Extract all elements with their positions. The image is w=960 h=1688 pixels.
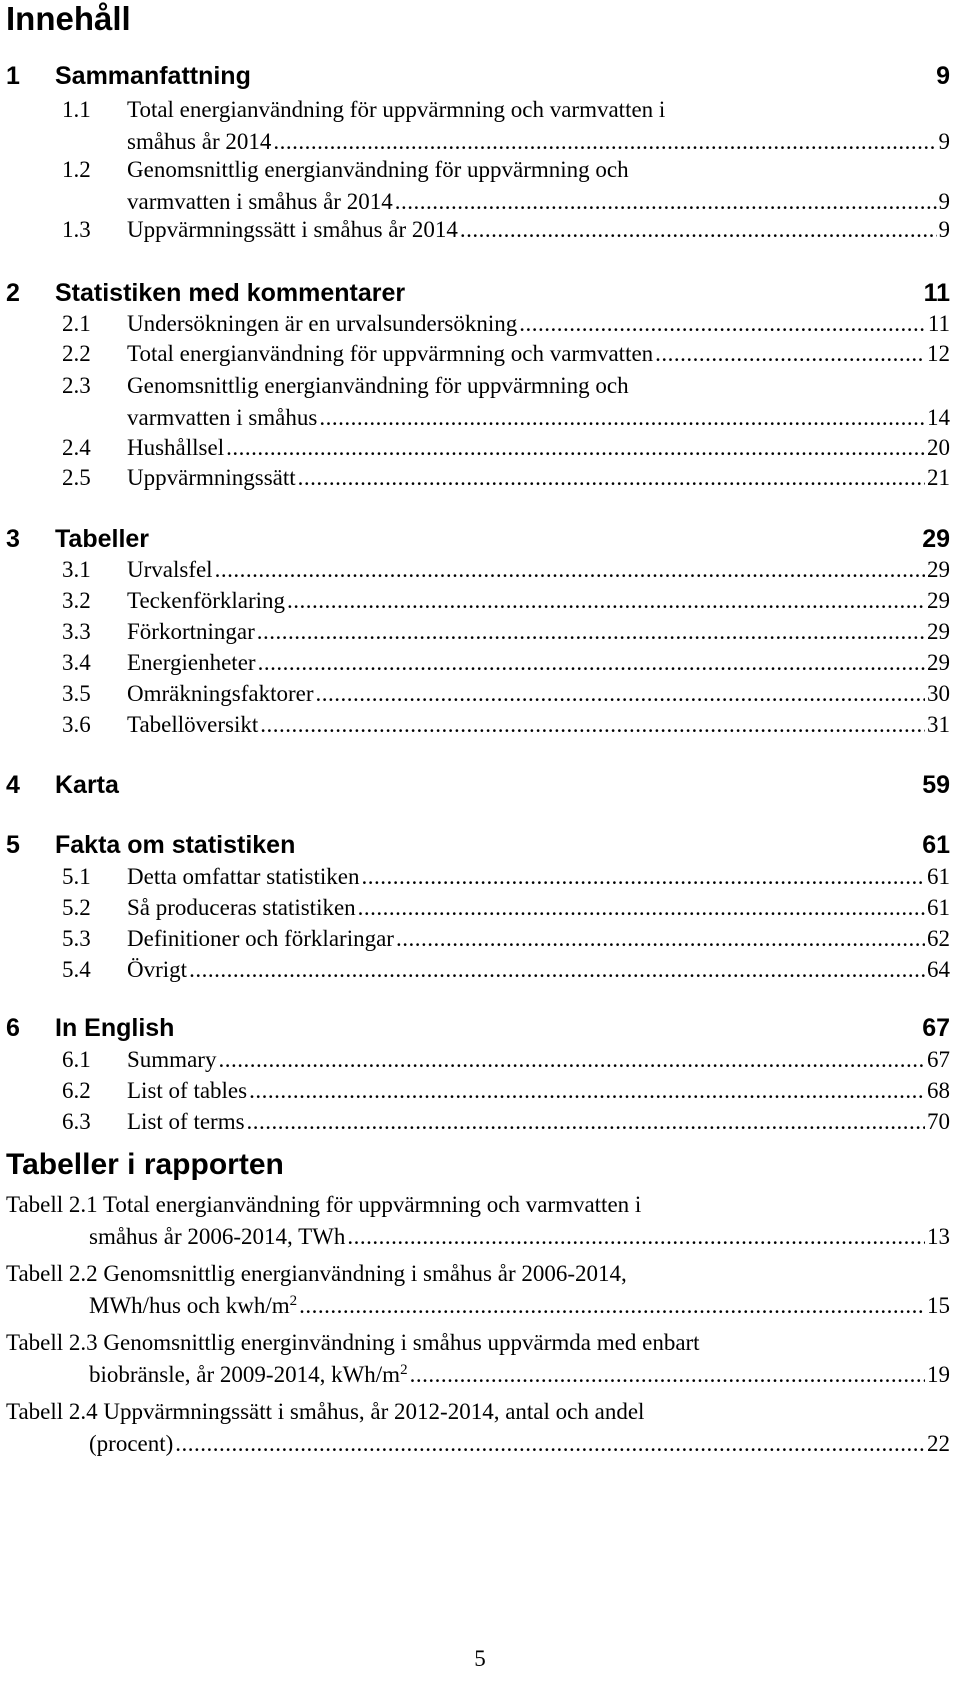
dot-leader: [175, 1428, 925, 1460]
table-title: biobränsle, år 2009-2014, kWh/$m^2$: [89, 1362, 408, 1387]
toc-section[interactable]: [62, 338, 950, 370]
section-number: 3.2: [62, 588, 91, 613]
toc-section[interactable]: [62, 1106, 950, 1138]
toc-chapter[interactable]: [6, 524, 950, 554]
section-page: 29: [927, 588, 950, 613]
section-title-line1: Total energianvändning för uppvärmning och varmvatten i: [127, 97, 666, 122]
chapter-title: Sammanfattning: [55, 62, 251, 90]
section-title: Undersökningen är en urvalsundersökning: [127, 311, 518, 336]
chapter-page: 59: [922, 771, 950, 799]
toc-section[interactable]: [62, 154, 950, 218]
section-title: Förkortningar: [127, 619, 255, 644]
section-number: 3.6: [62, 712, 91, 737]
chapter-page: 11: [923, 279, 950, 307]
section-number: 5.1: [62, 864, 91, 889]
toc-section[interactable]: [62, 94, 950, 158]
toc-section[interactable]: [62, 308, 950, 340]
page-number: 5: [474, 1646, 486, 1671]
toc-chapter[interactable]: [6, 830, 950, 860]
dot-leader: [247, 1106, 925, 1138]
table-page: 19: [927, 1362, 950, 1387]
chapter-page: 61: [922, 831, 950, 859]
section-page: 9: [938, 189, 950, 214]
section-number: 1.3: [62, 217, 91, 242]
table-entry[interactable]: [6, 1189, 950, 1253]
section-title: Tabellöversikt: [127, 712, 259, 737]
section-number: 6.1: [62, 1047, 91, 1072]
section-number: 2.4: [62, 435, 91, 460]
chapter-number: 4: [6, 771, 20, 799]
section-page: 14: [927, 405, 950, 430]
section-page: 9: [938, 129, 950, 154]
chapter-page: 67: [922, 1014, 950, 1042]
section-number: 3.1: [62, 557, 91, 582]
section-page: 9: [938, 217, 950, 242]
toc-section[interactable]: [62, 709, 950, 741]
table-title-line1: Uppvärmningssätt i småhus, år 2012-2014, antal och andel: [103, 1399, 645, 1424]
dot-leader: [358, 892, 925, 924]
dot-leader: [215, 554, 925, 586]
table-title-line1: Total energianvändning för uppvärmning och varmvatten i: [102, 1192, 642, 1217]
toc-section[interactable]: [62, 678, 950, 710]
section-page: 61: [927, 895, 950, 920]
section-page: 29: [927, 650, 950, 675]
dot-leader: [319, 402, 925, 434]
toc-section[interactable]: [62, 954, 950, 986]
table-label: Tabell 2.2: [6, 1261, 98, 1286]
section-number: 1.2: [62, 157, 91, 182]
table-title-line1: Genomsnittlig energinvändning i småhus uppvärmda med enbart: [103, 1330, 700, 1355]
section-title: Så produceras statistiken: [127, 895, 356, 920]
dot-leader: [316, 678, 926, 710]
section-number: 6.2: [62, 1078, 91, 1103]
section-page: 12: [927, 341, 950, 366]
dot-leader: [226, 432, 925, 464]
section-page: 11: [927, 311, 950, 336]
section-page: 64: [927, 957, 950, 982]
section-number: 5.2: [62, 895, 91, 920]
dot-leader: [655, 338, 925, 370]
toc-section[interactable]: [62, 892, 950, 924]
section-page: 67: [927, 1047, 950, 1072]
section-title-line1: Genomsnittlig energianvändning för uppvärmning och: [127, 157, 629, 182]
section-title: varmvatten i småhus år 2014: [127, 189, 393, 214]
dot-leader: [347, 1221, 925, 1253]
table-title: MWh/hus och kwh/$m^2$: [89, 1293, 298, 1318]
section-title: varmvatten i småhus: [127, 405, 318, 430]
table-label: Tabell 2.3: [6, 1330, 98, 1355]
toc-section[interactable]: [62, 1044, 950, 1076]
section-number: 5.3: [62, 926, 91, 951]
section-page: 31: [927, 712, 950, 737]
section-title: Detta omfattar statistiken: [127, 864, 360, 889]
chapter-title: In English: [55, 1014, 175, 1042]
toc-section[interactable]: [62, 585, 950, 617]
chapter-title: Statistiken med kommentarer: [55, 279, 406, 307]
dot-leader: [257, 616, 925, 648]
dot-leader: [298, 462, 925, 494]
table-entry[interactable]: [6, 1396, 950, 1460]
chapter-number: 2: [6, 279, 20, 307]
section-number: 2.2: [62, 341, 91, 366]
chapter-number: 5: [6, 831, 20, 859]
table-page: 13: [927, 1224, 950, 1249]
section-page: 70: [927, 1109, 950, 1134]
dot-leader: [361, 861, 925, 893]
dot-leader: [249, 1075, 925, 1107]
table-title: (procent): [89, 1431, 174, 1456]
table-entry[interactable]: [6, 1327, 950, 1391]
table-label: Tabell 2.1: [6, 1192, 98, 1217]
dot-leader: [410, 1359, 925, 1391]
toc-section[interactable]: [62, 554, 950, 586]
toc-section[interactable]: [62, 370, 950, 434]
section-number: 3.4: [62, 650, 91, 675]
section-title: Summary: [127, 1047, 217, 1072]
section-title: List of tables: [127, 1078, 248, 1103]
tables-heading: Tabeller i rapporten: [6, 1148, 284, 1181]
table-title-line1: Genomsnittlig energianvändning i småhus år 2006-2014,: [103, 1261, 627, 1286]
dot-leader: [299, 1290, 925, 1322]
toc-chapter[interactable]: [6, 278, 950, 308]
section-title: Uppvärmningssätt: [127, 465, 296, 490]
table-page: 15: [927, 1293, 950, 1318]
toc-section[interactable]: [62, 1075, 950, 1107]
section-number: 2.1: [62, 311, 91, 336]
dot-leader: [189, 954, 925, 986]
toc-section[interactable]: [62, 923, 950, 955]
section-title: Hushållsel: [127, 435, 225, 460]
dot-leader: [258, 647, 925, 679]
toc-section[interactable]: [62, 214, 950, 246]
chapter-title: Fakta om statistiken: [55, 831, 296, 859]
section-title: List of terms: [127, 1109, 245, 1134]
section-page: 68: [927, 1078, 950, 1103]
section-number: 3.3: [62, 619, 91, 644]
section-number: 3.5: [62, 681, 91, 706]
table-title: småhus år 2006-2014, TWh: [89, 1224, 346, 1249]
section-title: Energienheter: [127, 650, 256, 675]
chapter-number: 6: [6, 1014, 20, 1042]
dot-leader: [519, 308, 926, 340]
section-title: Övrigt: [127, 957, 188, 982]
chapter-page: 9: [936, 62, 950, 90]
toc-section[interactable]: [62, 432, 950, 464]
toc-chapter[interactable]: [6, 1013, 950, 1043]
dot-leader: [218, 1044, 925, 1076]
section-title: Urvalsfel: [127, 557, 213, 582]
section-number: 2.5: [62, 465, 91, 490]
toc-section[interactable]: [62, 462, 950, 494]
section-number: 1.1: [62, 97, 91, 122]
section-number: 5.4: [62, 957, 91, 982]
section-page: 20: [927, 435, 950, 460]
chapter-number: 1: [6, 62, 20, 90]
section-title: Uppvärmningssätt i småhus år 2014: [127, 217, 458, 242]
toc-section[interactable]: [62, 861, 950, 893]
chapter-title: Karta: [55, 771, 119, 799]
section-page: 61: [927, 864, 950, 889]
section-page: 62: [927, 926, 950, 951]
section-title: Total energianvändning för uppvärmning och varmvatten: [127, 341, 654, 366]
chapter-page: 29: [922, 525, 950, 553]
section-number: 6.3: [62, 1109, 91, 1134]
dot-leader: [396, 923, 925, 955]
toc-section[interactable]: [62, 647, 950, 679]
section-title: Definitioner och förklaringar: [127, 926, 394, 951]
chapter-number: 3: [6, 525, 20, 553]
dot-leader: [460, 214, 937, 246]
dot-leader: [287, 585, 925, 617]
chapter-title: Tabeller: [55, 525, 150, 553]
section-title: Teckenförklaring: [127, 588, 286, 613]
page-title: Innehåll: [6, 0, 131, 37]
section-page: 29: [927, 619, 950, 644]
section-number: 2.3: [62, 373, 91, 398]
section-title: Omräkningsfaktorer: [127, 681, 314, 706]
toc-section[interactable]: [62, 616, 950, 648]
section-title: småhus år 2014: [127, 129, 272, 154]
table-entry[interactable]: [6, 1258, 950, 1322]
section-page: 29: [927, 557, 950, 582]
table-label: Tabell 2.4: [6, 1399, 98, 1424]
toc-chapter[interactable]: [6, 61, 950, 91]
toc-chapter[interactable]: [6, 770, 950, 800]
dot-leader: [260, 709, 925, 741]
section-title-line1: Genomsnittlig energianvändning för uppvärmning och: [127, 373, 629, 398]
section-page: 30: [927, 681, 950, 706]
section-page: 21: [927, 465, 950, 490]
table-page: 22: [927, 1431, 950, 1456]
